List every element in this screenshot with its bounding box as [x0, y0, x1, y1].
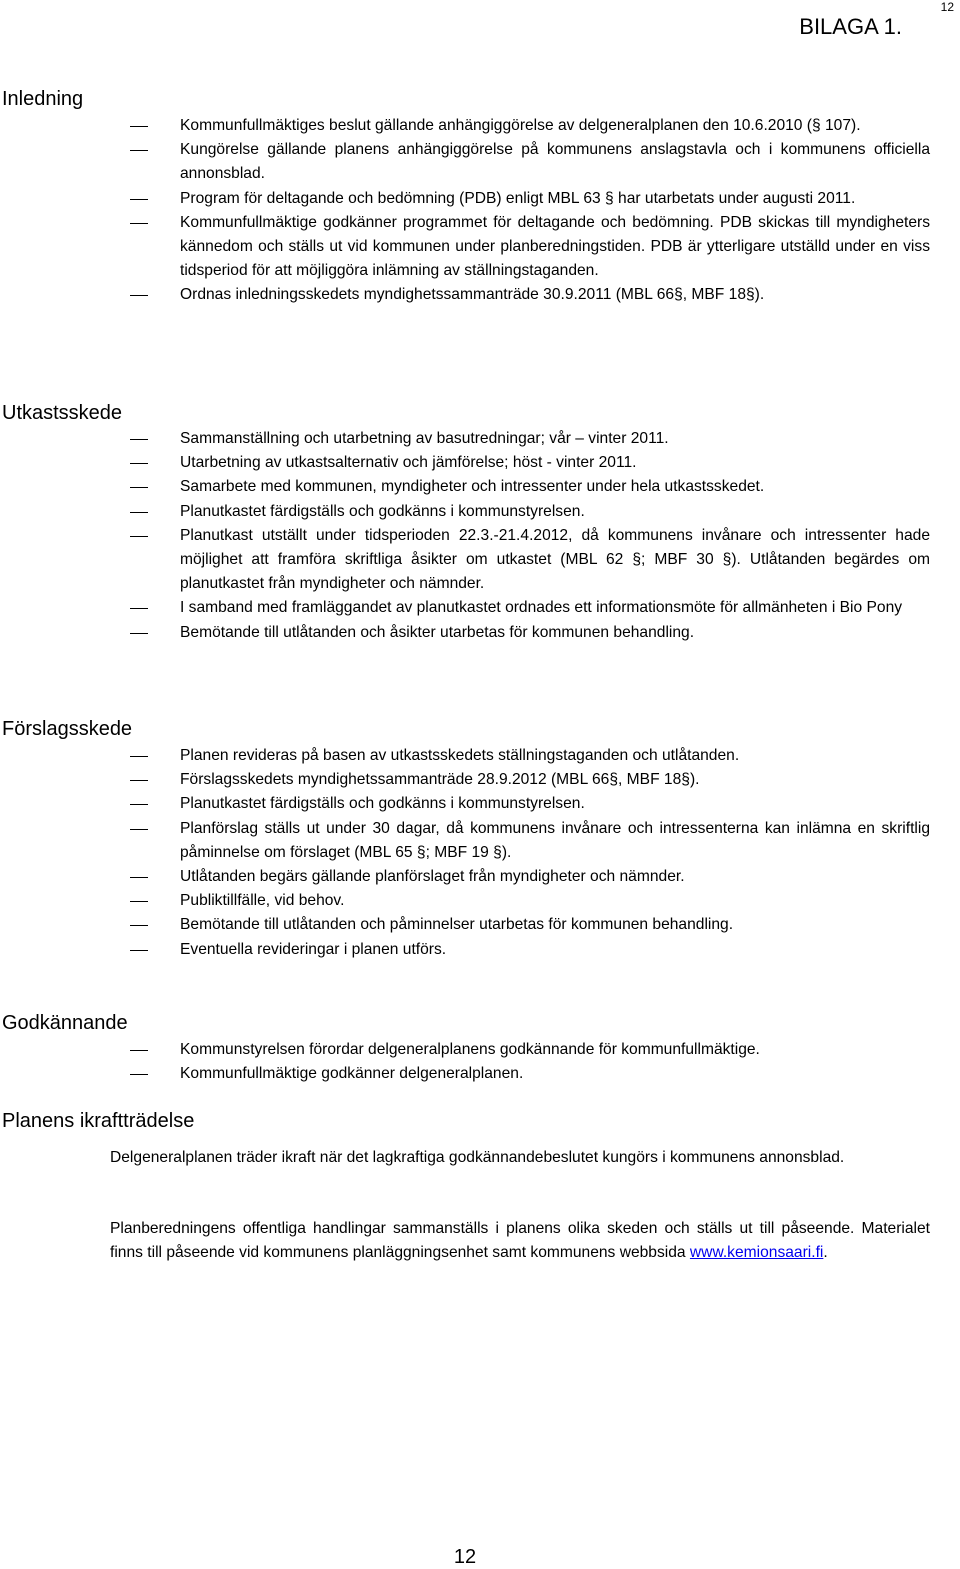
dash-bullet [130, 925, 148, 926]
dash-bullet [130, 633, 148, 634]
list-item-text: Bemötande till utlåtanden och åsikter utarbetas för kommunen behandling. [180, 623, 695, 641]
dash-bullet [130, 150, 148, 151]
section-heading-ikrafttradelse: Planens ikraftträdelse [2, 1110, 195, 1132]
section-heading-forslagsskede: Förslagsskede [2, 718, 133, 740]
dash-bullet [130, 126, 148, 127]
dash-bullet [130, 463, 148, 464]
dash-bullet [130, 487, 148, 488]
list-item [130, 817, 930, 865]
list-item-text: Planutkastet färdigställs och godkänns i kommunstyrelsen. [180, 502, 585, 520]
list-item-text: I samband med framläggandet av planutkastet ordnades ett informationsmöte för allmänheten i Bio Pony [180, 599, 903, 617]
dash-bullet [130, 877, 148, 878]
list-item-text: Bemötande till utlåtanden och påminnelser utarbetas för kommunen behandling. [180, 916, 734, 934]
list-item [130, 451, 930, 475]
dash-bullet [130, 536, 148, 537]
list-item-text: Kommunstyrelsen förordar delgeneralplanens godkännande för kommunfullmäktige. [180, 1041, 760, 1058]
paragraph-handlingar-text: Planberedningens offentliga handlingar sammanställs i planens olika skeden och ställs ut till påseende. Materialet finns till påseende vid kommunens planläggningsenhet samt kommunens webbsida [110, 1220, 930, 1261]
list-item [130, 500, 930, 524]
list-item-text: Publiktillfälle, vid behov. [180, 892, 345, 910]
dash-bullet [130, 950, 148, 951]
list-item-text: Kommunfullmäktige godkänner programmet för deltagande och bedömning. PDB skickas till myndigheters kännedom och ställs ut vid kommunen under planberedningstiden. PDB är ytterligare utställd under en viss tidsperiod för att möjliggöra inlämning av ställningstaganden. [180, 213, 930, 280]
list-item-text: Samarbete med kommunen, myndigheter och intressenter under hela utkastsskedet. [180, 478, 765, 496]
dash-bullet [130, 199, 148, 200]
paragraph-handlingar [110, 1217, 930, 1265]
list-item [130, 1038, 930, 1062]
appendix-title: BILAGA 1. [799, 14, 902, 39]
dash-bullet [130, 829, 148, 830]
dash-bullet [130, 780, 148, 781]
paragraph-ikrafttradelse: Delgeneralplanen träder ikraft när det lagkraftiga godkännandebeslutet kungörs i kommunens annonsblad. [110, 1149, 845, 1166]
list-item-text: Ordnas inledningsskedets myndighetssammanträde 30.9.2011 (MBL 66§, MBF 18§). [180, 286, 765, 304]
website-link[interactable]: www.kemionsaari.fi [689, 1244, 824, 1261]
dash-bullet [130, 901, 148, 902]
list-item [130, 792, 930, 816]
list-item [130, 187, 930, 211]
list-item-text: Förslagsskedets myndighetssammanträde 28.9.2012 (MBL 66§, MBF 18§). [180, 771, 700, 789]
dash-bullet [130, 1050, 148, 1051]
list-godkannande [130, 1038, 930, 1086]
list-item-text: Eventuella revideringar i planen utförs. [180, 940, 447, 958]
dash-bullet [130, 512, 148, 513]
dash-bullet [130, 1074, 148, 1075]
list-item-text: Kommunfullmäktiges beslut gällande anhängiggörelse av delgeneralplanen den 10.6.2010 (§ 107). [180, 117, 861, 134]
list-item [130, 283, 930, 307]
link-suffix: . [823, 1244, 828, 1261]
list-item [130, 938, 930, 962]
list-item [130, 913, 930, 937]
section-heading-utkastsskede: Utkastsskede [2, 402, 123, 424]
list-item [130, 524, 930, 597]
list-item [130, 596, 930, 620]
list-utkastsskede [130, 427, 930, 645]
list-item-text: Planförslag ställs ut under 30 dagar, då kommunens invånare och intressenterna kan inlämna en skriftlig påminnelse om förslaget (MBL 65 §; MBF 19 §). [180, 819, 930, 861]
dash-bullet [130, 608, 148, 609]
section-heading-inledning: Inledning [2, 88, 84, 110]
list-item [130, 865, 930, 889]
list-item-text: Planutkast utställt under tidsperioden 22.3.-21.4.2012, då kommunens invånare och intressenter hade möjlighet att framföra skriftliga åsikter om utkastet (MBL 62 §; MBF 30 §). Utlåtanden begärdes om planutkastet från myndigheter och nämnder. [180, 526, 930, 593]
list-item-text: Utlåtanden begärs gällande planförslaget från myndigheter och nämnder. [180, 868, 685, 886]
dash-bullet [130, 295, 148, 296]
list-item [130, 744, 930, 768]
section-heading-godkannande: Godkännande [2, 1012, 128, 1034]
list-item-text: Planutkastet färdigställs och godkänns i kommunstyrelsen. [180, 795, 585, 813]
list-item [130, 768, 930, 792]
list-item-text: Sammanställning och utarbetning av basutredningar; vår – vinter 2011. [180, 430, 669, 447]
list-item-text: Utarbetning av utkastsalternativ och jämförelse; höst - vinter 2011. [180, 454, 637, 472]
list-item-text: Planen revideras på basen av utkastsskedets ställningstaganden och utlåtanden. [180, 747, 740, 764]
list-item-text: Program för deltagande och bedömning (PDB) enligt MBL 63 § har utarbetats under augusti 2011. [180, 189, 856, 207]
list-item [130, 114, 930, 138]
list-item [130, 621, 930, 645]
corner-page-number: 12 [940, 0, 954, 14]
dash-bullet [130, 756, 148, 757]
list-forslagsskede [130, 744, 930, 962]
list-item [130, 889, 930, 913]
list-item [130, 1062, 930, 1086]
dash-bullet [130, 223, 148, 224]
list-item-text: Kungörelse gällande planens anhängiggörelse på kommunens anslagstavla och i kommunens officiella annonsblad. [180, 141, 930, 183]
list-item [130, 475, 930, 499]
dash-bullet [130, 804, 148, 805]
list-inledning [130, 114, 930, 308]
list-item [130, 138, 930, 186]
list-item [130, 211, 930, 284]
list-item-text: Kommunfullmäktige godkänner delgeneralplanen. [180, 1065, 524, 1083]
list-item [130, 427, 930, 451]
footer-page-number: 12 [453, 1546, 477, 1568]
dash-bullet [130, 439, 148, 440]
